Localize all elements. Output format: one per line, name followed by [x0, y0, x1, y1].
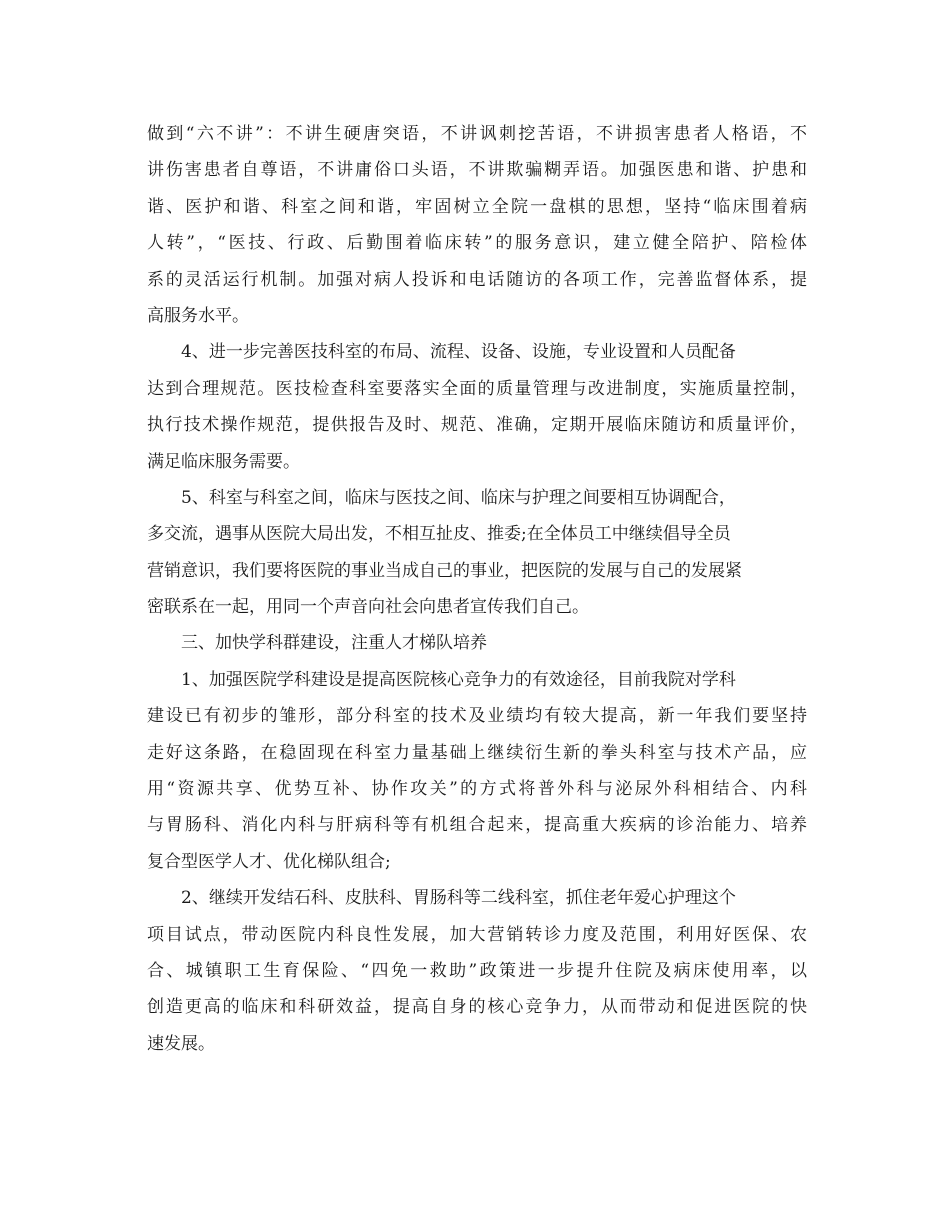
document-body [147, 116, 807, 1062]
text-line: 复合型医学人才、优化梯队组合; [147, 851, 391, 872]
text-line: 用“资源共享、优势互补、协作攻关”的方式将普外科与泌尿外科相结合、内科 [147, 779, 807, 800]
text-line: 做到“六不讲”：不讲生硬唐突语，不讲讽刺挖苦语，不讲损害患者人格语，不 [147, 124, 807, 144]
text-line: 人转”，“医技、行政、后勤围着临床转”的服务意识，建立健全陪护、陪检体 [147, 233, 807, 254]
text-line: 速发展。 [147, 1033, 215, 1054]
text-line: 走好这条路，在稳固现在科室力量基础上继续衍生新的拳头科室与技术产品，应 [147, 742, 807, 763]
text-line: 高服务水平。 [147, 305, 249, 326]
text-line: 营销意识，我们要将医院的事业当成自己的事业，把医院的发展与自己的发展紧 [147, 560, 742, 581]
text-line: 1、加强医院学科建设是提高医院核心竞争力的有效途径，目前我院对学科 [181, 669, 736, 690]
text-line: 谐、医护和谐、科室之间和谐，牢固树立全院一盘棋的思想，坚持“临床围着病 [147, 196, 807, 217]
text-line: 达到合理规范。医技检查科室要落实全面的质量管理与改进制度，实施质量控制， [147, 378, 807, 399]
text-line: 与胃肠科、消化内科与肝病科等有机组合起来，提高重大疾病的诊治能力、培养 [147, 815, 807, 836]
text-line: 三、加快学科群建设，注重人才梯队培养 [181, 633, 487, 654]
text-line: 满足临床服务需要。 [147, 451, 300, 472]
text-line: 系的灵活运行机制。加强对病人投诉和电话随访的各项工作，完善监督体系，提 [147, 269, 807, 290]
text-line: 多交流，遇事从医院大局出发，不相互扯皮、推委;在全体员工中继续倡导全员 [147, 524, 731, 545]
text-line: 执行技术操作规范，提供报告及时、规范、准确，定期开展临床随访和质量评价， [147, 415, 807, 436]
text-line: 讲伤害患者自尊语，不讲庸俗口头语，不讲欺骗糊弄语。加强医患和谐、护患和 [147, 160, 807, 181]
text-line: 5、科室与科室之间，临床与医技之间、临床与护理之间要相互协调配合， [181, 487, 736, 508]
text-line: 合、城镇职工生育保险、“四免一救助”政策进一步提升住院及病床使用率，以 [147, 960, 807, 981]
text-line: 建设已有初步的雏形，部分科室的技术及业绩均有较大提高，新一年我们要坚持 [147, 706, 807, 727]
text-line: 4、进一步完善医技科室的布局、流程、设备、设施，专业设置和人员配备 [181, 342, 736, 363]
text-line: 项目试点，带动医院内科良性发展，加大营销转诊力度及范围，利用好医保、农 [147, 924, 807, 945]
text-line: 2、继续开发结石科、皮肤科、胃肠科等二线科室，抓住老年爱心护理这个 [181, 888, 736, 909]
text-line: 创造更高的临床和科研效益，提高自身的核心竞争力，从而带动和促进医院的快 [147, 997, 807, 1018]
text-line: 密联系在一起，用同一个声音向社会向患者宣传我们自己。 [147, 597, 589, 618]
